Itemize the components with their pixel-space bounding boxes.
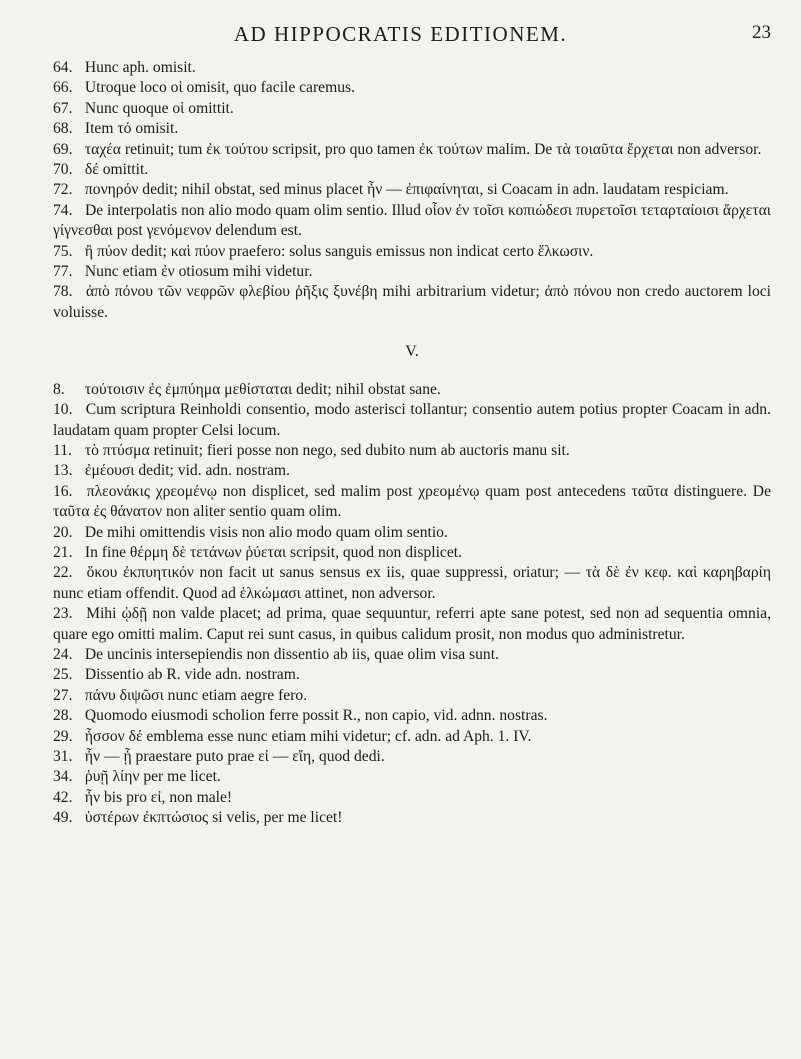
note-text: τούτοισιν ἐς ἐμπύημα μεθίσταται dedit; nihil obstat sane.	[84, 380, 441, 398]
note-number: 75.	[53, 242, 73, 260]
note-number: 27.	[53, 686, 73, 704]
note-entry	[53, 523, 771, 543]
note-number: 72.	[53, 181, 73, 199]
note-text: Nunc etiam ἐν otiosum mihi videtur.	[84, 263, 313, 281]
note-entry	[53, 645, 771, 665]
note-text: ἢ πύον dedit; καὶ πύον praefero: solus sanguis emissus non indicat certo ἕλκωσιν.	[84, 242, 594, 260]
note-entry	[53, 747, 771, 767]
note-number: 16.	[53, 482, 73, 500]
notes-before-section	[53, 58, 771, 323]
note-entry	[53, 140, 771, 160]
note-text: Item τό omisit.	[84, 120, 179, 138]
note-number: 20.	[53, 523, 73, 541]
note-entry	[53, 119, 771, 139]
note-text: ῥυῇ λίην per me licet.	[84, 768, 221, 786]
note-number: 42.	[53, 788, 73, 806]
note-entry	[53, 78, 771, 98]
note-text: πονηρόν dedit; nihil obstat, sed minus placet ἦν — ἐπιφαίνηται, si Coacam in adn. laudatam respiciam.	[84, 181, 729, 199]
note-entry	[53, 99, 771, 119]
note-number: 78.	[53, 283, 73, 301]
note-text: ὑστέρων ἐκπτώσιος si velis, per me licet!	[84, 809, 343, 827]
note-text: In fine θέρμη δὲ τετάνων ῥύεται scripsit, quod non displicet.	[84, 543, 462, 561]
note-entry	[53, 441, 771, 461]
note-entry	[53, 767, 771, 787]
note-text: δέ omittit.	[84, 161, 149, 179]
note-text: ἦν — ᾗ praestare puto prae εἰ — εἴη, quod dedi.	[84, 748, 385, 765]
note-text: Dissentio ab R. vide adn. nostram.	[84, 666, 300, 684]
note-number: 21.	[53, 543, 73, 561]
note-number: 13.	[53, 462, 73, 480]
note-entry	[53, 461, 771, 481]
note-number: 31.	[53, 748, 73, 765]
note-text: ἧσσον δέ emblema esse nunc etiam mihi videtur; cf. adn. ad Aph. 1. IV.	[84, 727, 532, 745]
note-number: 24.	[53, 645, 73, 663]
note-number: 66.	[53, 79, 73, 97]
note-entry	[53, 482, 771, 523]
note-text: Cum scriptura Reinholdi consentio, modo asterisci tollantur; consentio autem potius propter Coacam in adn. laudatam quam propter Celsi locum.	[53, 401, 771, 439]
note-entry	[53, 808, 771, 828]
note-entry	[53, 727, 771, 747]
note-number: 77.	[53, 263, 73, 281]
note-number: 28.	[53, 707, 73, 725]
note-number: 67.	[53, 99, 73, 117]
note-number: 34.	[53, 768, 73, 786]
note-text: Quomodo eiusmodi scholion ferre possit R., non capio, vid. adnn. nostras.	[84, 707, 548, 725]
note-text: ἀπὸ πόνου τῶν νεφρῶν φλεβίου ῥῆξις ξυνέβη mihi arbitrarium videtur; ἀπὸ πόνου non credo auctorem loci voluisse.	[53, 283, 772, 321]
note-text: De uncinis intersepiendis non dissentio ab iis, quae olim visa sunt.	[84, 645, 499, 663]
note-number: 22.	[53, 564, 73, 582]
note-number: 68.	[53, 120, 73, 138]
note-entry	[53, 58, 771, 78]
note-number: 10.	[53, 401, 73, 419]
note-text: Mihi ᾠδῇ non valde placet; ad prima, quae sequuntur, referri apte sane potest, sed non ad sequentia omnia, quare ego omitti malim. Caput rei sunt casus, in quibus calidum prosit, non modus quo administretur.	[53, 605, 771, 643]
note-entry	[53, 201, 771, 242]
page-number: 23	[752, 22, 771, 43]
note-text: Hunc aph. omisit.	[84, 59, 196, 76]
note-entry	[53, 282, 771, 323]
note-entry	[53, 706, 771, 726]
running-title: AD HIPPOCRATIS EDITIONEM.	[233, 22, 568, 46]
note-entry	[53, 665, 771, 685]
note-text: ὅκου ἐκπυητικόν non facit ut sanus sensus ex iis, quae suppressi, oriatur; — τὰ δὲ ἐν κεφ. καὶ καρηβαρίη nunc etiam offendit. Quod ad ἑλκώμασι attinet, non adversor.	[53, 564, 771, 602]
note-number: 49.	[53, 809, 73, 827]
note-entry	[53, 180, 771, 200]
note-entry	[53, 160, 771, 180]
note-text: τὸ πτύσμα retinuit; fieri posse non nego, sed dubito num ab auctoris manu sit.	[84, 441, 570, 459]
note-entry	[53, 380, 771, 400]
note-number: 74.	[53, 201, 73, 219]
note-text: πλεονάκις χρεομένῳ non displicet, sed malim post χρεομένῳ quam post antecedens ταῦτα distinguere. De ταῦτα ἐς θάνατον non aliter sentio quam olim.	[53, 482, 771, 521]
note-text: De interpolatis non alio modo quam olim sentio. Illud οἷον ἐν τοῖσι κοπιώδεσι πυρετοῖσι τεταρταίοισι ἄρχεται γίγνεσθαι post γενόμενον delendum est.	[53, 201, 771, 240]
note-number: 70.	[53, 161, 73, 179]
note-number: 64.	[53, 59, 73, 76]
note-number: 23.	[53, 605, 73, 623]
note-number: 25.	[53, 666, 73, 684]
note-number: 11.	[53, 441, 72, 459]
note-entry	[53, 604, 771, 645]
note-entry	[53, 686, 771, 706]
note-number: 8.	[53, 380, 65, 398]
note-entry	[53, 563, 771, 604]
note-text: Utroque loco οἱ omisit, quo facile caremus.	[84, 79, 355, 97]
note-number: 29.	[53, 727, 73, 745]
note-text: πάνυ διψῶσι nunc etiam aegre fero.	[84, 686, 308, 704]
note-number: 69.	[53, 140, 73, 158]
notes-after-section	[53, 380, 771, 829]
note-entry	[53, 242, 771, 262]
note-entry	[53, 543, 771, 563]
note-text: ἐμέουσι dedit; vid. adn. nostram.	[84, 462, 290, 480]
note-entry	[53, 400, 771, 441]
note-entry	[53, 788, 771, 808]
note-text: Nunc quoque οἱ omittit.	[84, 99, 234, 117]
note-entry	[53, 262, 771, 282]
note-text: ἦν bis pro εἰ, non male!	[84, 788, 233, 806]
section-heading: V.	[405, 343, 419, 361]
notes-body	[53, 58, 771, 829]
note-text: ταχέα retinuit; tum ἐκ τούτου scripsit, pro quo tamen ἐκ τούτων malim. De τὰ τοιαῦτα ἔρχεται non adversor.	[84, 140, 762, 158]
running-head	[0, 22, 801, 48]
note-text: De mihi omittendis visis non alio modo quam olim sentio.	[84, 523, 448, 541]
